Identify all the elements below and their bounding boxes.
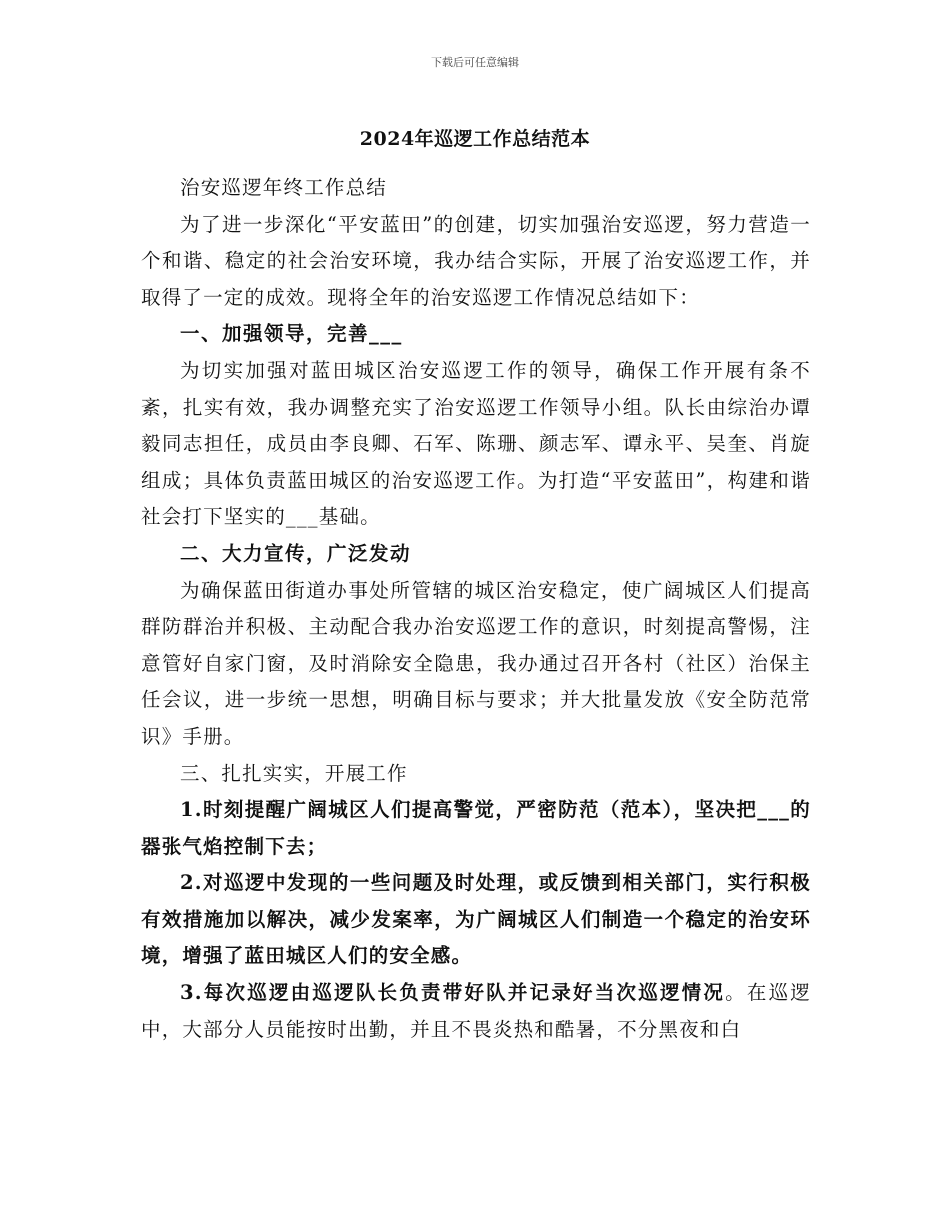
- list-item-1: 1.时刻提醒广阔城区人们提高警觉，严密防范（范本），坚决把___的器张气焰控制下去；: [141, 798, 811, 858]
- section-heading-2: 二、大力宣传，广泛发动: [180, 541, 412, 565]
- section-heading-1: 一、加强领导，完善___: [180, 322, 403, 346]
- header-note: 下载后可任意编辑: [431, 56, 519, 69]
- subtitle-paragraph: 治安巡逻年终工作总结: [180, 176, 388, 199]
- list-item-3: [141, 975, 811, 1048]
- document-title: 2024年巡逻工作总结范本: [359, 128, 591, 150]
- document-body: [141, 170, 811, 1048]
- section-heading-3: 三、扎扎实实，开展工作: [180, 761, 408, 785]
- section-1-paragraph: 为切实加强对蓝田城区治安巡逻工作的领导，确保工作开展有条不紊，扎实有效，我办调整充实了治安巡逻工作领导小组。队长由综治办谭毅同志担任，成员由李良卿、石军、陈珊、颜志军、谭永平、吴奎、肖旋组成；具体负责蓝田城区的治安巡逻工作。为打造“平安蓝田”，构建和谐社会打下坚实的___基础。: [141, 358, 811, 529]
- list-item-3-rest: 。在巡逻中，大部分人员能按时出勤，并且不畏炎热和酷暑，不分黑夜和白: [141, 981, 811, 1041]
- list-item-3-bold: 3.每次巡逻由巡逻队长负责带好队并记录好当次巡逻情况: [180, 981, 726, 1005]
- section-2-paragraph: 为确保蓝田街道办事处所管辖的城区治安稳定，使广阔城区人们提高群防群治并积极、主动配合我办治安巡逻工作的意识，时刻提高警惕，注意管好自家门窗，及时消除安全隐患，我办通过召开各村（社区）治保主任会议，进一步统一思想，明确目标与要求；并大批量发放《安全防范常识》手册。: [141, 578, 811, 748]
- intro-paragraph: 为了进一步深化“平安蓝田”的创建，切实加强治安巡逻，努力营造一个和谐、稳定的社会治安环境，我办结合实际，开展了治安巡逻工作，并取得了一定的成效。现将全年的治安巡逻工作情况总结如下：: [141, 212, 811, 309]
- list-item-2: 2.对巡逻中发现的一些问题及时处理，或反馈到相关部门，实行积极有效措施加以解决，减少发案率，为广阔城区人们制造一个稳定的治安环境，增强了蓝田城区人们的安全感。: [141, 871, 811, 968]
